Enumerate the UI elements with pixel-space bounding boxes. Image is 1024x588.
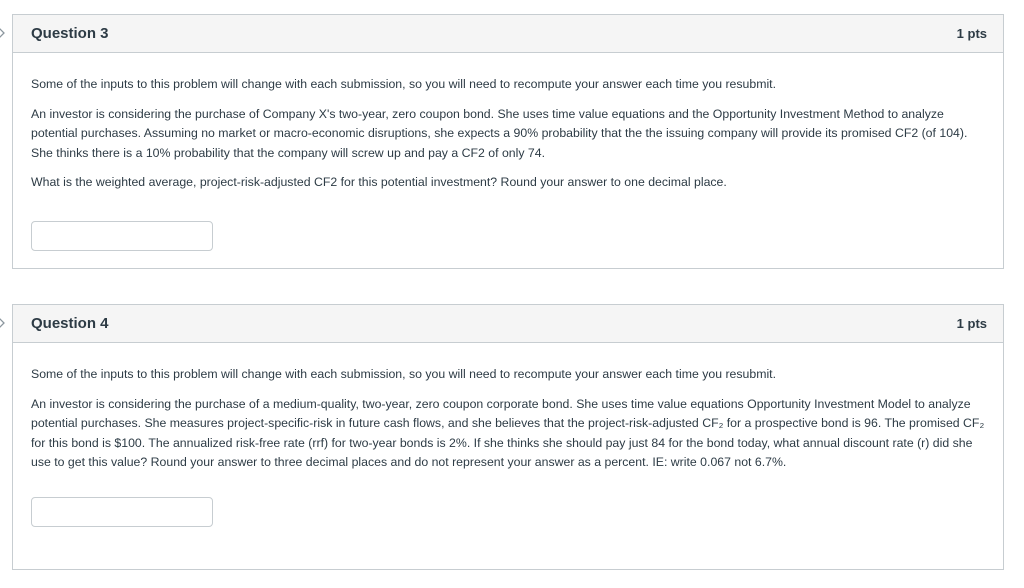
question-4-card bbox=[12, 304, 1004, 570]
question-3-text: An investor is considering the purchase of Company X's two-year, zero coupon bond. She uses time value equations and the Opportunity Investment Method to analyze potential purchases. Assuming no market or macro-economic disruptions, she expects a 90% probability that the the issuing company will provide its promised CF2 (of 104). She thinks there is a 10% probability that the company will screw up and pay a CF2 of only 74. bbox=[31, 106, 968, 160]
question-3-title: Question 3 bbox=[31, 25, 109, 42]
question-3-card bbox=[12, 14, 1004, 269]
question-3-answer-input[interactable] bbox=[31, 221, 213, 251]
question-3-header bbox=[13, 15, 1003, 53]
question-4-body bbox=[13, 343, 1003, 527]
question-3-body bbox=[13, 53, 1003, 251]
question-4-header bbox=[13, 305, 1003, 343]
question-3-points: 1 pts bbox=[956, 26, 987, 41]
flag-question-4-icon[interactable] bbox=[0, 316, 6, 330]
question-3-intro: Some of the inputs to this problem will change with each submission, so you will need to recompute your answer each time you resubmit. bbox=[31, 77, 777, 91]
question-4-text: An investor is considering the purchase of a medium-quality, two-year, zero coupon corporate bond. She uses time value equations Opportunity Investment Model to analyze potential purchases. She measures project-specific-risk in future cash flows, and she believes that the project-risk-adjusted CF₂ for a prospective bond is 96. The promised CF₂ for this bond is $100. The annualized risk-free rate (rrf) for two-year bonds is 2%. If she thinks she should pay just 84 for the bond today, what annual discount rate (r) did she use to get this value? Round your answer to three decimal places and do not represent your answer as a percent. IE: write 0.067 not 6.7%. bbox=[31, 396, 985, 469]
question-4-points: 1 pts bbox=[956, 316, 987, 331]
question-4-title: Question 4 bbox=[31, 315, 109, 332]
question-4-intro: Some of the inputs to this problem will change with each submission, so you will need to recompute your answer each time you resubmit. bbox=[31, 367, 777, 381]
question-3-prompt: What is the weighted average, project-risk-adjusted CF2 for this potential investment? Round your answer to one decimal place. bbox=[31, 175, 727, 189]
question-4-answer-input[interactable] bbox=[31, 497, 213, 527]
flag-question-3-icon[interactable] bbox=[0, 26, 6, 40]
